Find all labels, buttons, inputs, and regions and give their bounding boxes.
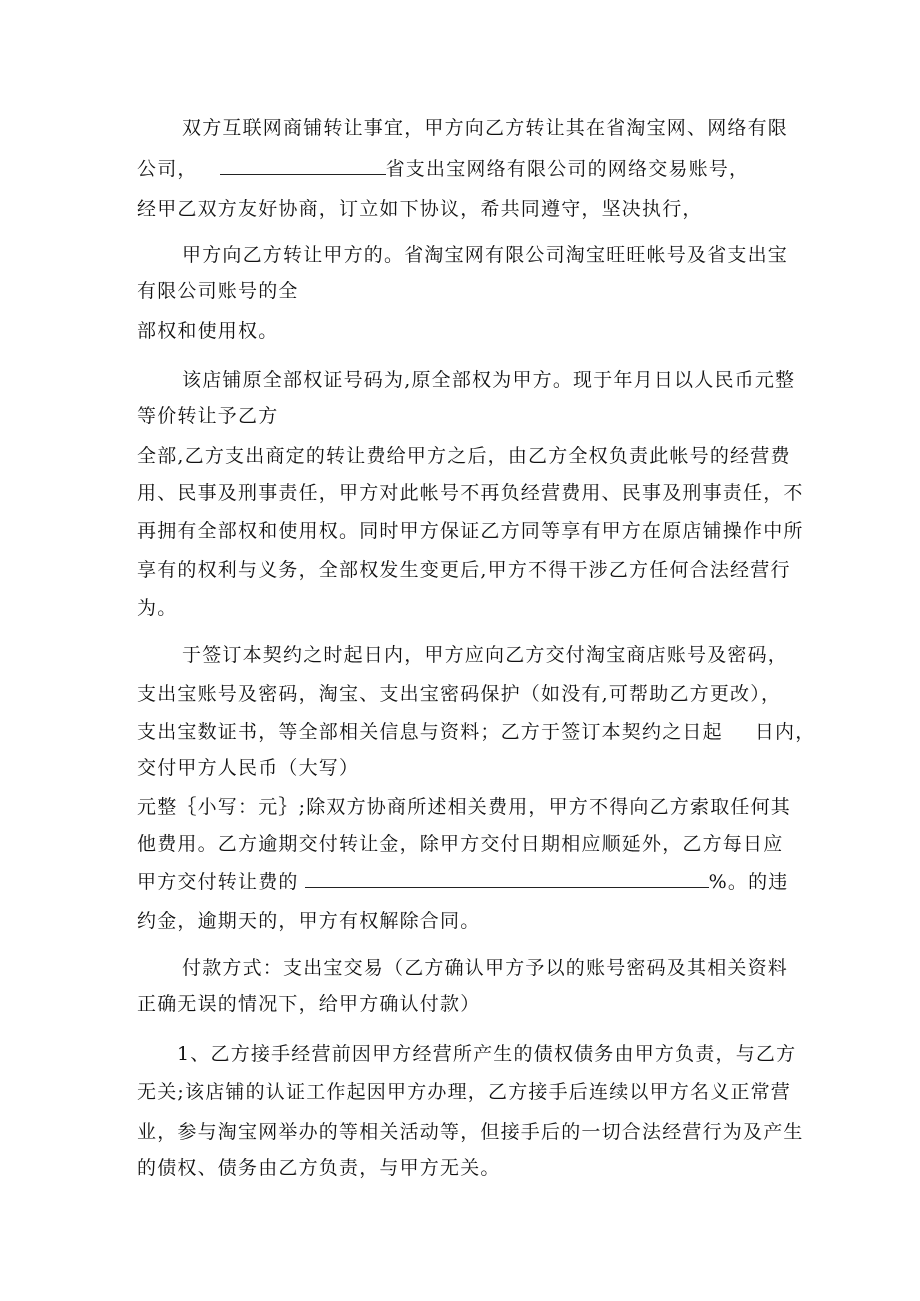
paragraph-2-line-3: 部权和使用权。 — [137, 320, 279, 342]
paragraph-6-line-2: 无关;该店铺的认证工作起因甲方办理，乙方接手后连续以甲方名义正常营 — [137, 1081, 792, 1103]
paragraph-4-line-7-text-a: 甲方交付转让费的 — [137, 871, 299, 893]
paragraph-6-line-1: 1、乙方接手经营前因甲方经营所产生的债权债务由甲方负责，与乙方 — [177, 1043, 797, 1065]
paragraph-2-line-2: 有限公司账号的全 — [137, 280, 299, 302]
paragraph-4-line-2: 支出宝账号及密码，淘宝、支出宝密码保护（如没有,可帮助乙方更改）， — [137, 683, 782, 705]
paragraph-4-line-7-text-b: %。的违 — [708, 871, 789, 893]
paragraph-3-line-3: 全部,乙方支出商定的转让费给甲方之后，由乙方全权负责此帐号的经营费 — [137, 445, 791, 467]
paragraph-1-line-1: 双方互联网商铺转让事宜，甲方向乙方转让其在省淘宝网、网络有限 — [182, 117, 789, 139]
paragraph-3-line-1: 该店铺原全部权证号码为,原全部权为甲方。现于年月日以人民币元整 — [182, 369, 796, 391]
paragraph-4-line-1: 于签订本契约之时起日内，甲方应向乙方交付淘宝商店账号及密码， — [182, 644, 789, 666]
paragraph-1-line-2-text-b: 省支出宝网络有限公司的网络交易账号， — [385, 158, 750, 180]
paragraph-5-line-1: 付款方式：支出宝交易（乙方确认甲方予以的账号密码及其相关资料 — [182, 957, 789, 979]
paragraph-4-line-5: 元整｛小写：元｝;除双方协商所述相关费用，甲方不得向乙方索取任何其 — [137, 796, 792, 818]
paragraph-3-line-7: 为。 — [137, 597, 178, 619]
paragraph-4-line-4: 交付甲方人民币（大写） — [137, 757, 360, 779]
paragraph-2-line-1: 甲方向乙方转让甲方的。省淘宝网有限公司淘宝旺旺帐号及省支出宝 — [182, 244, 789, 266]
paragraph-4-line-3 — [137, 717, 815, 744]
paragraph-4-line-8: 约金，逾期天的，甲方有权解除合同。 — [137, 910, 481, 932]
paragraph-3-line-4: 用、民事及刑事责任，甲方对此帐号不再负经营费用、民事及刑事责任，不 — [137, 482, 804, 504]
paragraph-1-line-2-text-a: 公司， — [137, 158, 198, 180]
paragraph-1-line-2 — [137, 154, 749, 181]
paragraph-4-line-3-text-a: 支出宝数证书，等全部相关信息与资料；乙方于签订本契约之日起 — [137, 721, 723, 743]
paragraph-5-line-2: 正确无误的情况下，给甲方确认付款） — [137, 993, 481, 1015]
paragraph-4-line-6: 他费用。乙方逾期交付转让金，除甲方交付日期相应顺延外，乙方每日应 — [137, 833, 784, 855]
blank-underline — [220, 155, 386, 175]
paragraph-1-line-3: 经甲乙双方友好协商，订立如下协议，希共同遵守，坚决执行， — [137, 198, 703, 220]
paragraph-3-line-2: 等价转让予乙方 — [137, 405, 279, 427]
paragraph-4-line-7 — [137, 867, 788, 894]
paragraph-3-line-6: 享有的权利与义务，全部权发生变更后,甲方不得干涉乙方任何合法经营行 — [137, 559, 791, 581]
paragraph-3-line-5: 再拥有全部权和使用权。同时甲方保证乙方同等享有甲方在原店铺操作中所 — [137, 520, 804, 542]
paragraph-6-line-3: 业，参与淘宝网举办的等相关活动等，但接手后的一切合法经营行为及产生 — [137, 1121, 804, 1143]
blank-underline — [305, 868, 709, 888]
paragraph-4-line-3-text-b: 日内， — [754, 721, 816, 743]
paragraph-6-line-4: 的债权、债务由乙方负责，与甲方无关。 — [137, 1157, 501, 1179]
